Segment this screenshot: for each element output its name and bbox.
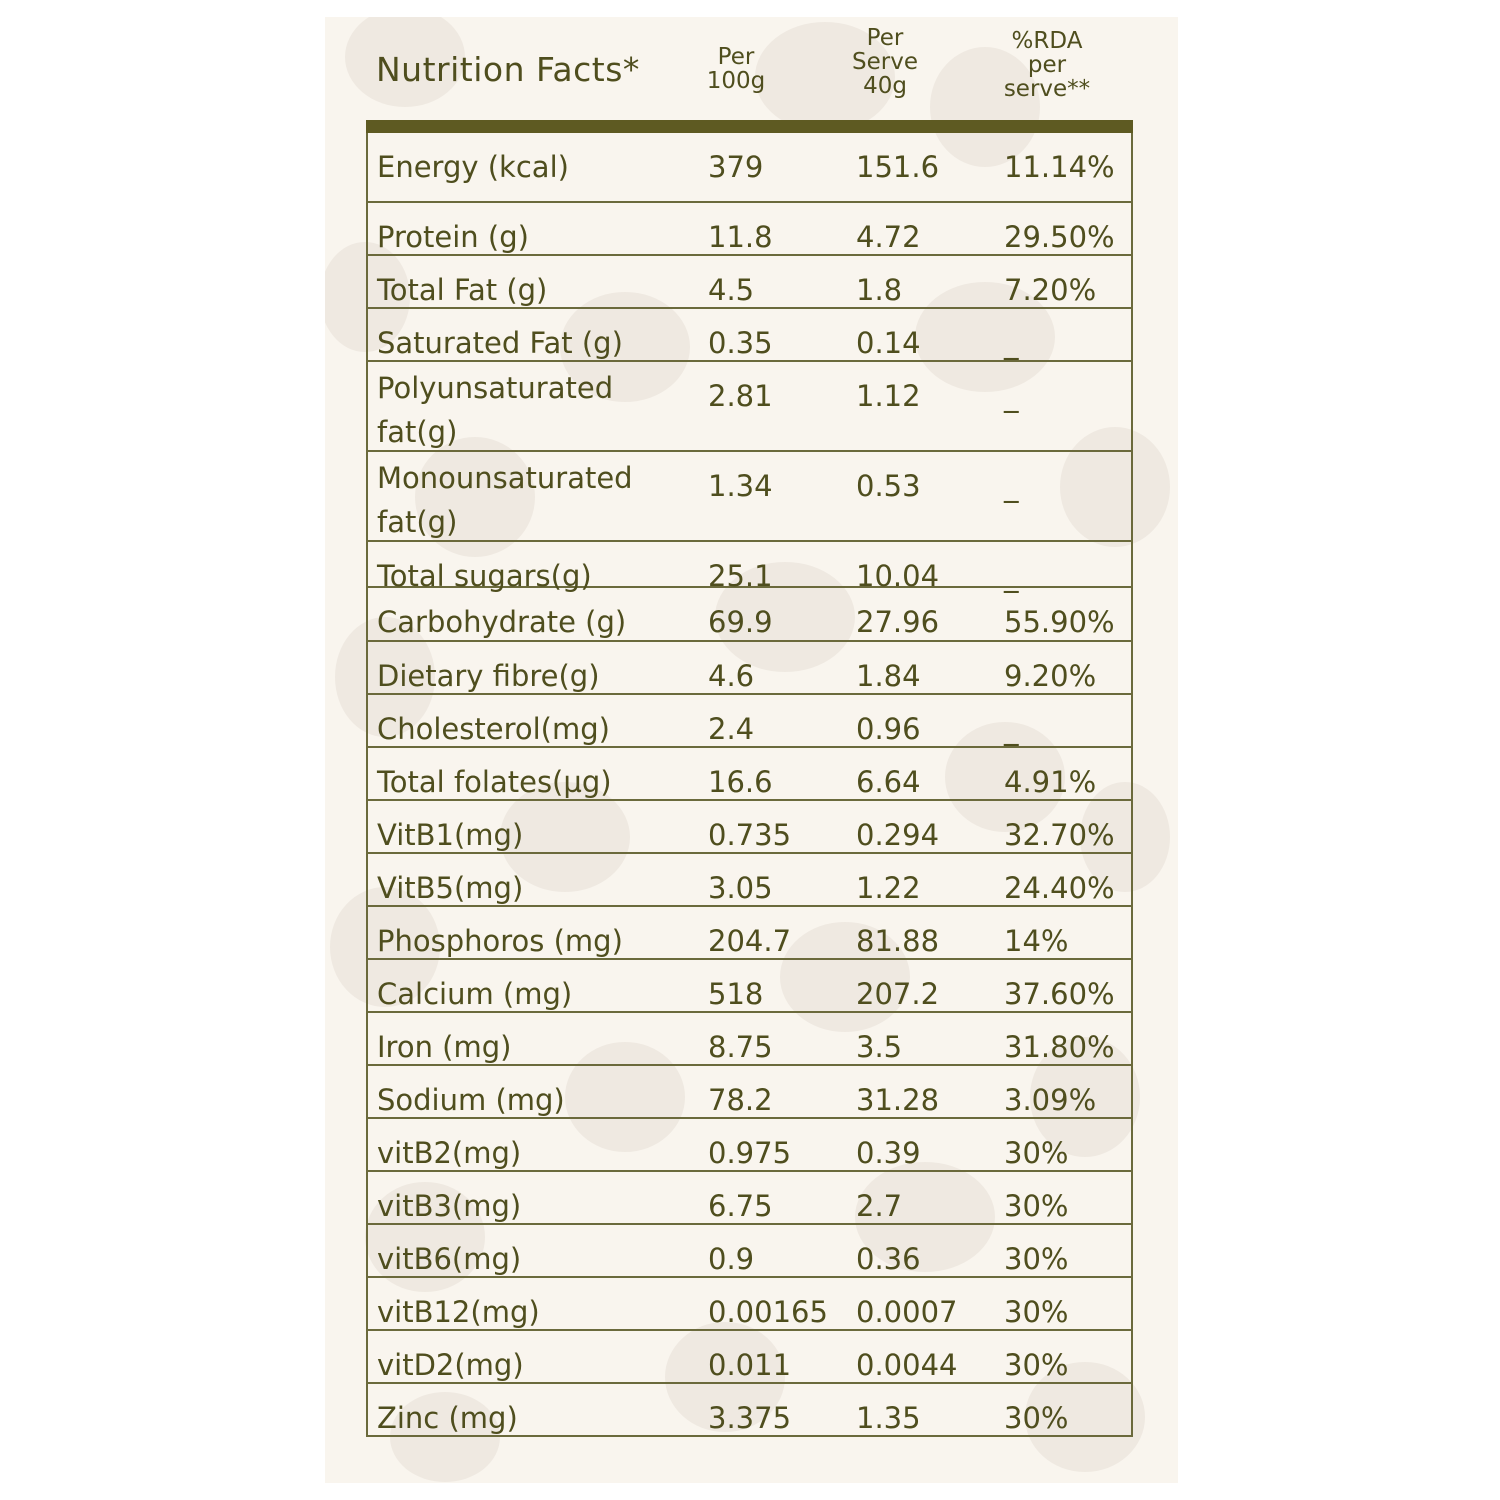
value-rda: 55.90% [1004,605,1115,639]
value-rda: 30% [1004,1242,1069,1276]
table-row [368,642,1131,695]
value-per-serve: 3.5 [856,1030,903,1064]
value-rda: 29.50% [1004,220,1115,254]
nutrient-name: vitB6(mg) [377,1242,522,1276]
nutrient-name: Saturated Fat (g) [377,326,623,360]
table-row [368,256,1131,309]
value-per-serve: 0.0044 [856,1348,958,1382]
column-header-per-100g: Per 100g [706,44,766,94]
value-per-100g: 0.9 [708,1242,755,1276]
table-row [368,362,1131,452]
value-per-serve: 1.22 [856,871,921,905]
nutrient-name: vitB12(mg) [377,1295,540,1329]
value-per-100g: 0.975 [708,1136,792,1170]
value-rda: 32.70% [1004,818,1115,852]
nutrient-name: vitB2(mg) [377,1136,522,1170]
value-per-100g: 6.75 [708,1189,773,1223]
nutrient-name: Protein (g) [377,220,529,254]
nutrient-name: Energy (kcal) [377,150,569,184]
value-rda: _ [1004,712,1019,746]
value-per-serve: 207.2 [856,977,940,1011]
value-rda: 30% [1004,1348,1069,1382]
table-row [368,588,1131,642]
nutrient-name: Iron (mg) [377,1030,512,1064]
table-row [368,203,1131,256]
value-per-serve: 151.6 [856,150,940,184]
value-per-serve: 1.84 [856,659,921,693]
value-per-serve: 4.72 [856,220,921,254]
nutrient-name: Monounsaturated fat(g) [377,461,633,539]
value-rda: 11.14% [1004,150,1115,184]
table-row [368,695,1131,748]
value-per-100g: 25.1 [708,559,773,593]
table-row [368,542,1131,593]
value-per-100g: 8.75 [708,1030,773,1064]
value-rda: 9.20% [1004,659,1097,693]
nutrient-name: Total Fat (g) [377,273,548,307]
value-per-serve: 10.04 [856,559,940,593]
value-per-100g: 2.81 [708,379,773,413]
value-per-serve: 0.96 [856,712,921,746]
value-per-100g: 518 [708,977,764,1011]
value-per-serve: 1.35 [856,1401,921,1435]
nutrient-name: Total folates(µg) [377,765,612,799]
nutrient-name: Sodium (mg) [377,1083,565,1117]
value-rda: 31.80% [1004,1030,1115,1064]
value-per-100g: 2.4 [708,712,755,746]
table-row [368,133,1131,203]
value-per-100g: 204.7 [708,924,792,958]
value-per-serve: 0.36 [856,1242,921,1276]
header-rule [366,120,1133,133]
table-row [368,907,1131,960]
value-rda: 24.40% [1004,871,1115,905]
value-per-serve: 0.39 [856,1136,921,1170]
table-row [368,748,1131,801]
value-per-100g: 0.35 [708,326,773,360]
table-row [368,960,1131,1013]
value-per-100g: 0.011 [708,1348,792,1382]
value-per-100g: 3.05 [708,871,773,905]
table-row [368,1013,1131,1066]
value-per-serve: 27.96 [856,605,940,639]
nutrition-facts-title: Nutrition Facts* [376,50,640,89]
value-rda: _ [1004,379,1019,413]
value-rda: _ [1004,469,1019,503]
value-rda: 37.60% [1004,977,1115,1011]
table-row [368,452,1131,542]
value-rda: 4.91% [1004,765,1097,799]
value-rda: 3.09% [1004,1083,1097,1117]
table-row [368,801,1131,854]
value-per-serve: 81.88 [856,924,940,958]
value-per-100g: 4.5 [708,273,755,307]
value-per-100g: 379 [708,150,764,184]
nutrient-name: Dietary fibre(g) [377,659,600,693]
value-per-serve: 31.28 [856,1083,940,1117]
nutrient-name: Zinc (mg) [377,1401,518,1435]
nutrient-name: vitB3(mg) [377,1189,522,1223]
value-per-serve: 1.12 [856,379,921,413]
nutrient-name: vitD2(mg) [377,1348,524,1382]
table-row [368,309,1131,362]
table-row [368,1172,1131,1225]
value-per-100g: 11.8 [708,220,773,254]
table-row [368,1225,1131,1278]
value-per-100g: 1.34 [708,469,773,503]
value-per-serve: 6.64 [856,765,921,799]
value-per-serve: 0.14 [856,326,921,360]
value-per-100g: 0.00165 [708,1295,828,1329]
value-rda: _ [1004,559,1019,593]
table-row [368,854,1131,907]
value-per-serve: 1.8 [856,273,903,307]
value-per-100g: 16.6 [708,765,773,799]
table-row [368,1384,1131,1437]
column-header-per-serve: Per Serve 40g [852,25,918,99]
table-row [368,1278,1131,1331]
nutrition-table [366,133,1133,1437]
value-per-serve: 2.7 [856,1189,903,1223]
value-per-100g: 69.9 [708,605,773,639]
value-per-serve: 0.0007 [856,1295,958,1329]
nutrient-name: VitB1(mg) [377,818,524,852]
value-per-100g: 78.2 [708,1083,773,1117]
nutrient-name: Carbohydrate (g) [377,605,627,639]
value-per-100g: 4.6 [708,659,755,693]
nutrient-name: Phosphoros (mg) [377,924,623,958]
table-row [368,1331,1131,1384]
nutrient-name: Polyunsaturated fat(g) [377,371,614,449]
value-rda: 30% [1004,1136,1069,1170]
value-rda: 30% [1004,1189,1069,1223]
value-per-100g: 0.735 [708,818,792,852]
nutrient-name: Total sugars(g) [377,559,592,593]
value-rda: _ [1004,326,1019,360]
value-per-serve: 0.53 [856,469,921,503]
nutrient-name: Calcium (mg) [377,977,573,1011]
column-header-rda: %RDA per serve** [1003,28,1091,102]
nutrient-name: Cholesterol(mg) [377,712,610,746]
nutrient-name: VitB5(mg) [377,871,524,905]
value-per-100g: 3.375 [708,1401,792,1435]
value-rda: 7.20% [1004,273,1097,307]
value-rda: 14% [1004,924,1069,958]
value-rda: 30% [1004,1295,1069,1329]
table-row [368,1066,1131,1119]
value-rda: 30% [1004,1401,1069,1435]
table-row [368,1119,1131,1172]
value-per-serve: 0.294 [856,818,940,852]
